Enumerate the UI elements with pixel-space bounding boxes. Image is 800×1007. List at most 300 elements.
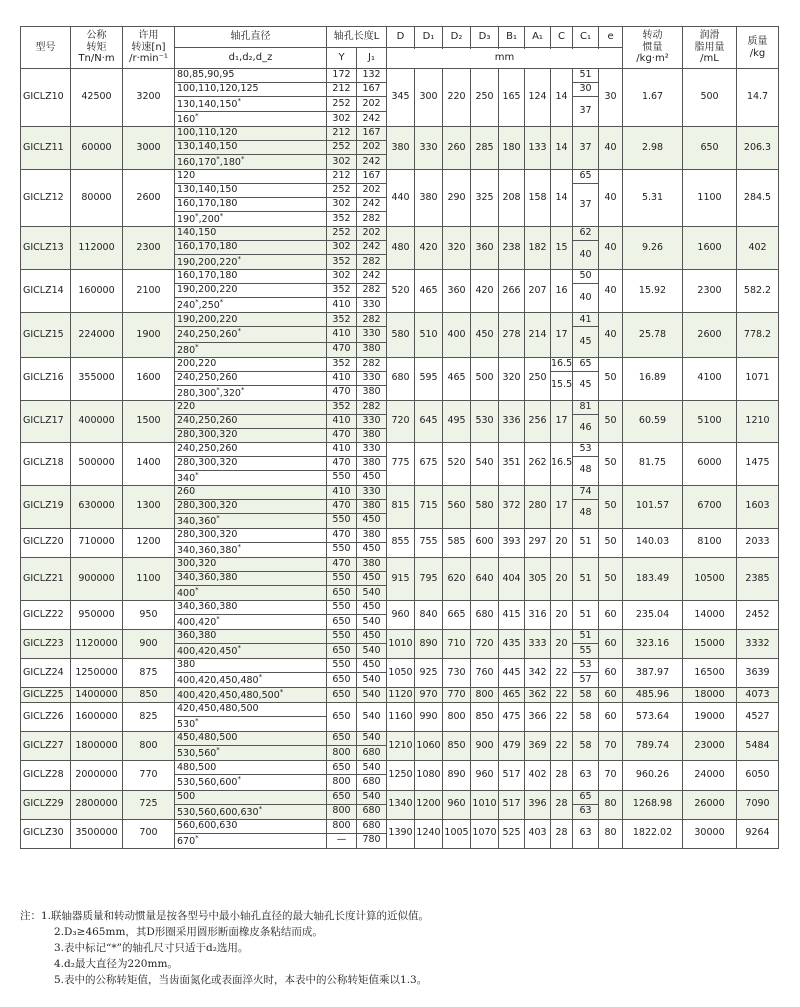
dim-d-cell: 1050 [387, 659, 415, 688]
dim-b1-cell: 320 [499, 357, 525, 400]
dim-e-cell: 40 [599, 227, 623, 270]
bore-diameter-cell: 560,600,630 [175, 819, 327, 833]
th-D3: D₃ [471, 27, 499, 48]
th-C1: C₁ [573, 27, 599, 48]
dim-d3-cell: 250 [471, 69, 499, 127]
dim-e-cell: 50 [599, 557, 623, 600]
grease-cell: 19000 [683, 703, 737, 732]
table-row [21, 557, 779, 571]
th-j1: J₁ [357, 48, 387, 69]
dim-e-cell: 60 [599, 630, 623, 659]
dim-d3-cell: 325 [471, 170, 499, 227]
inertia-cell: 101.57 [623, 485, 683, 528]
bore-length-y-cell: 650 [327, 615, 357, 630]
dim-d2-cell: 520 [443, 442, 471, 485]
inertia-cell: 485.96 [623, 688, 683, 703]
dim-a1-cell: 366 [525, 703, 551, 732]
model-cell: GICLZ19 [21, 485, 71, 528]
grease-cell: 15000 [683, 630, 737, 659]
bore-length-j1-cell: 380 [357, 528, 387, 542]
dim-d3-cell: 900 [471, 732, 499, 761]
dim-d3-cell: 600 [471, 528, 499, 557]
mass-cell: 402 [737, 227, 779, 270]
dim-e-cell: 70 [599, 761, 623, 790]
dim-d1-cell: 380 [415, 170, 443, 227]
bore-length-y-cell: 302 [327, 112, 357, 127]
dim-d2-cell: 465 [443, 357, 471, 400]
dim-d1-cell: 840 [415, 601, 443, 630]
dim-d-cell: 1120 [387, 688, 415, 703]
bore-diameter-cell: 80,85,90,95 [175, 69, 327, 83]
dim-c-cell: 22 [551, 688, 573, 703]
model-cell: GICLZ17 [21, 400, 71, 442]
dim-a1-cell: 158 [525, 170, 551, 227]
bore-length-y-cell: 410 [327, 414, 357, 428]
dim-c1-cell: 45 [573, 327, 599, 357]
dim-d3-cell: 1070 [471, 819, 499, 848]
model-cell: GICLZ16 [21, 357, 71, 400]
bore-diameter-cell: 160,170,180 [175, 270, 327, 284]
th-A1: A₁ [525, 27, 551, 48]
mass-cell: 7090 [737, 790, 779, 819]
dim-c1-cell: 37 [573, 127, 599, 170]
bore-length-j1-cell: 540 [357, 790, 387, 804]
dim-d2-cell: 730 [443, 659, 471, 688]
bore-length-j1-cell: 242 [357, 198, 387, 212]
bore-length-y-cell: 352 [327, 313, 357, 327]
grease-cell: 16500 [683, 659, 737, 688]
table-row [21, 270, 779, 284]
dim-d3-cell: 760 [471, 659, 499, 688]
inertia-cell: 60.59 [623, 400, 683, 442]
grease-cell: 14000 [683, 601, 737, 630]
grease-cell: 8100 [683, 528, 737, 557]
dim-b1-cell: 372 [499, 485, 525, 528]
bore-diameter-cell: 670* [175, 833, 327, 848]
dim-d2-cell: 220 [443, 69, 471, 127]
dim-e-cell: 60 [599, 703, 623, 732]
bore-diameter-cell: 240,250,260 [175, 371, 327, 385]
dim-a1-cell: 182 [525, 227, 551, 270]
bore-diameter-cell: 220 [175, 400, 327, 414]
dim-c1-cell: 40 [573, 284, 599, 313]
dim-c-cell: 16.5 [551, 442, 573, 485]
bore-length-y-cell: 650 [327, 790, 357, 804]
th-C: C [551, 27, 573, 48]
grease-cell: 650 [683, 127, 737, 170]
bore-diameter-cell: 400,420* [175, 615, 327, 630]
dim-b1-cell: 525 [499, 819, 525, 848]
bore-diameter-cell: 400,420,450,480* [175, 673, 327, 688]
dim-a1-cell: 342 [525, 659, 551, 688]
dim-b1-cell: 517 [499, 761, 525, 790]
dim-d-cell: 1210 [387, 732, 415, 761]
speed-cell: 770 [123, 761, 175, 790]
dim-b1-cell: 415 [499, 601, 525, 630]
spec-table [20, 26, 779, 849]
speed-cell: 2100 [123, 270, 175, 313]
table-row [21, 313, 779, 327]
bore-length-j1-cell: 380 [357, 342, 387, 357]
bore-diameter-cell: 530,560,600* [175, 775, 327, 790]
table-row [21, 400, 779, 414]
table-row [21, 732, 779, 746]
dim-d3-cell: 720 [471, 630, 499, 659]
bore-diameter-cell: 420,450,480,500 [175, 703, 327, 717]
torque-cell: 60000 [71, 127, 123, 170]
dim-d2-cell: 800 [443, 703, 471, 732]
mass-cell: 6050 [737, 761, 779, 790]
dim-c-cell: 14 [551, 170, 573, 227]
bore-length-y-cell: 550 [327, 630, 357, 644]
bore-length-y-cell: 650 [327, 688, 357, 703]
speed-cell: 3000 [123, 127, 175, 170]
torque-cell: 1400000 [71, 688, 123, 703]
dim-c1-cell: 53 [573, 659, 599, 673]
speed-cell: 1400 [123, 442, 175, 485]
inertia-cell: 387.97 [623, 659, 683, 688]
dim-c1-cell: 48 [573, 499, 599, 528]
model-cell: GICLZ10 [21, 69, 71, 127]
dim-a1-cell: 256 [525, 400, 551, 442]
dim-b1-cell: 238 [499, 227, 525, 270]
bore-diameter-cell: 530* [175, 717, 327, 732]
dim-d2-cell: 620 [443, 557, 471, 600]
dim-d3-cell: 540 [471, 442, 499, 485]
bore-length-j1-cell: 242 [357, 112, 387, 127]
bore-length-y-cell: 550 [327, 470, 357, 485]
bore-length-j1-cell: 380 [357, 499, 387, 513]
model-cell: GICLZ18 [21, 442, 71, 485]
speed-cell: 825 [123, 703, 175, 732]
dim-b1-cell: 165 [499, 69, 525, 127]
dim-c-cell: 28 [551, 761, 573, 790]
model-cell: GICLZ27 [21, 732, 71, 761]
bore-length-j1-cell: 282 [357, 313, 387, 327]
bore-diameter-cell: 260 [175, 485, 327, 499]
dim-c-cell: 20 [551, 557, 573, 600]
bore-diameter-cell: 190,200,220 [175, 284, 327, 298]
mass-cell: 206.3 [737, 127, 779, 170]
dim-d1-cell: 510 [415, 313, 443, 357]
dim-d3-cell: 580 [471, 485, 499, 528]
dim-c1-cell: 37 [573, 184, 599, 227]
bore-diameter-cell: 120 [175, 170, 327, 184]
bore-length-j1-cell: 450 [357, 571, 387, 585]
dim-d-cell: 960 [387, 601, 415, 630]
dim-d2-cell: 290 [443, 170, 471, 227]
bore-length-y-cell: 172 [327, 69, 357, 83]
table-row [21, 442, 779, 456]
table-row [21, 485, 779, 499]
th-bore-diameter-sub: d₁,d₂,d_z [175, 48, 327, 69]
dim-d2-cell: 890 [443, 761, 471, 790]
table-row [21, 630, 779, 644]
th-model: 型号 [21, 27, 71, 69]
bore-length-y-cell: 410 [327, 298, 357, 313]
bore-diameter-cell: 400* [175, 585, 327, 600]
bore-length-y-cell: 550 [327, 659, 357, 673]
bore-length-j1-cell: 282 [357, 357, 387, 371]
dim-a1-cell: 124 [525, 69, 551, 127]
grease-cell: 6700 [683, 485, 737, 528]
bore-length-j1-cell: 202 [357, 227, 387, 241]
speed-cell: 850 [123, 688, 175, 703]
note-line: 5.表中的公称转矩值，当齿面氮化或表面淬火时，本表中的公称转矩值乘以1.3。 [54, 974, 428, 986]
grease-cell: 23000 [683, 732, 737, 761]
dim-d2-cell: 770 [443, 688, 471, 703]
dim-a1-cell: 396 [525, 790, 551, 819]
bore-length-j1-cell: 282 [357, 284, 387, 298]
bore-diameter-cell: 130,140,150 [175, 184, 327, 198]
dim-b1-cell: 435 [499, 630, 525, 659]
bore-length-j1-cell: 540 [357, 761, 387, 775]
mass-cell: 2033 [737, 528, 779, 557]
bore-length-j1-cell: 450 [357, 513, 387, 528]
notes [20, 908, 780, 988]
bore-length-y-cell: 410 [327, 327, 357, 342]
speed-cell: 1500 [123, 400, 175, 442]
bore-diameter-cell: 530,560,600,630* [175, 804, 327, 819]
inertia-cell: 960.26 [623, 761, 683, 790]
table-row [21, 357, 779, 371]
dim-d2-cell: 1005 [443, 819, 471, 848]
dim-c1-cell: 53 [573, 442, 599, 456]
dim-c1-cell: 74 [573, 485, 599, 499]
inertia-cell: 81.75 [623, 442, 683, 485]
bore-length-y-cell: 650 [327, 644, 357, 659]
dim-b1-cell: 479 [499, 732, 525, 761]
mass-cell: 778.2 [737, 313, 779, 357]
dim-e-cell: 50 [599, 528, 623, 557]
mass-cell: 2385 [737, 557, 779, 600]
bore-length-y-cell: 800 [327, 804, 357, 819]
speed-cell: 900 [123, 630, 175, 659]
dim-d1-cell: 1060 [415, 732, 443, 761]
dim-c1-cell: 57 [573, 673, 599, 688]
note-line: 4.d₂最大直径为220mm。 [54, 958, 178, 970]
bore-length-j1-cell: 380 [357, 557, 387, 571]
dim-b1-cell: 208 [499, 170, 525, 227]
bore-diameter-cell: 160,170,180 [175, 241, 327, 255]
torque-cell: 42500 [71, 69, 123, 127]
table-row [21, 761, 779, 775]
bore-length-y-cell: 212 [327, 83, 357, 97]
bore-length-y-cell: 252 [327, 97, 357, 112]
inertia-cell: 16.89 [623, 357, 683, 400]
dim-c1-cell: 48 [573, 456, 599, 485]
th-y: Y [327, 48, 357, 69]
spec-table-wrap [20, 26, 778, 849]
bore-length-j1-cell: 330 [357, 442, 387, 456]
inertia-cell: 183.49 [623, 557, 683, 600]
dim-c1-cell: 51 [573, 630, 599, 644]
model-cell: GICLZ15 [21, 313, 71, 357]
mass-cell: 3639 [737, 659, 779, 688]
inertia-cell: 9.26 [623, 227, 683, 270]
dim-b1-cell: 266 [499, 270, 525, 313]
dim-d1-cell: 420 [415, 227, 443, 270]
model-cell: GICLZ20 [21, 528, 71, 557]
bore-diameter-cell: 280* [175, 342, 327, 357]
table-row [21, 227, 779, 241]
dim-d-cell: 720 [387, 400, 415, 442]
bore-length-y-cell: 352 [327, 357, 357, 371]
bore-length-y-cell: 470 [327, 557, 357, 571]
bore-diameter-cell: 240,250,260 [175, 442, 327, 456]
bore-length-y-cell: 252 [327, 141, 357, 155]
bore-length-j1-cell: 680 [357, 804, 387, 819]
dim-c1-cell: 65 [573, 357, 599, 371]
dim-c-cell: 20 [551, 528, 573, 557]
bore-length-y-cell: 212 [327, 127, 357, 141]
dim-d3-cell: 450 [471, 313, 499, 357]
inertia-cell: 140.03 [623, 528, 683, 557]
dim-c1-cell: 63 [573, 761, 599, 790]
bore-length-j1-cell: 330 [357, 327, 387, 342]
bore-length-j1-cell: 282 [357, 255, 387, 270]
grease-cell: 18000 [683, 688, 737, 703]
torque-cell: 900000 [71, 557, 123, 600]
dim-d2-cell: 960 [443, 790, 471, 819]
inertia-cell: 573.64 [623, 703, 683, 732]
table-row [21, 528, 779, 542]
bore-length-y-cell: 352 [327, 255, 357, 270]
dim-d1-cell: 595 [415, 357, 443, 400]
model-cell: GICLZ28 [21, 761, 71, 790]
dim-d-cell: 380 [387, 127, 415, 170]
speed-cell: 1100 [123, 557, 175, 600]
bore-diameter-cell: 240,250,260* [175, 327, 327, 342]
dim-e-cell: 80 [599, 819, 623, 848]
bore-diameter-cell: 100,110,120,125 [175, 83, 327, 97]
dim-c1-cell: 58 [573, 703, 599, 732]
table-row [21, 601, 779, 615]
grease-cell: 24000 [683, 761, 737, 790]
dim-d3-cell: 800 [471, 688, 499, 703]
bore-diameter-cell: 190,200,220 [175, 313, 327, 327]
bore-diameter-cell: 400,420,450,480,500* [175, 688, 327, 703]
dim-d-cell: 1390 [387, 819, 415, 848]
mass-cell: 2452 [737, 601, 779, 630]
bore-length-j1-cell: 540 [357, 732, 387, 746]
note-line: 2.D₃≥465mm，其D形圈采用圆形断面橡皮条粘结而成。 [54, 926, 323, 938]
dim-d1-cell: 990 [415, 703, 443, 732]
mass-cell: 4527 [737, 703, 779, 732]
dim-a1-cell: 207 [525, 270, 551, 313]
mass-cell: 1210 [737, 400, 779, 442]
dim-e-cell: 70 [599, 732, 623, 761]
th-bore-diameter: 轴孔直径 [175, 27, 327, 48]
bore-length-y-cell: 650 [327, 673, 357, 688]
torque-cell: 500000 [71, 442, 123, 485]
dim-e-cell: 40 [599, 127, 623, 170]
bore-length-y-cell: 410 [327, 485, 357, 499]
grease-cell: 30000 [683, 819, 737, 848]
dim-d1-cell: 330 [415, 127, 443, 170]
bore-diameter-cell: 500 [175, 790, 327, 804]
speed-cell: 1200 [123, 528, 175, 557]
dim-e-cell: 50 [599, 485, 623, 528]
dim-d3-cell: 850 [471, 703, 499, 732]
dim-d-cell: 440 [387, 170, 415, 227]
dim-d-cell: 520 [387, 270, 415, 313]
bore-length-j1-cell: 242 [357, 241, 387, 255]
dim-d1-cell: 465 [415, 270, 443, 313]
bore-length-j1-cell: 380 [357, 456, 387, 470]
torque-cell: 224000 [71, 313, 123, 357]
bore-length-y-cell: 302 [327, 241, 357, 255]
dim-d1-cell: 1200 [415, 790, 443, 819]
speed-cell: 1900 [123, 313, 175, 357]
dim-d1-cell: 1240 [415, 819, 443, 848]
dim-a1-cell: 280 [525, 485, 551, 528]
bore-length-y-cell: — [327, 833, 357, 848]
dim-d1-cell: 1080 [415, 761, 443, 790]
th-bore-length: 轴孔长度L [327, 27, 387, 48]
th-B1: B₁ [499, 27, 525, 48]
torque-cell: 1800000 [71, 732, 123, 761]
dim-b1-cell: 475 [499, 703, 525, 732]
dim-d-cell: 680 [387, 357, 415, 400]
dim-a1-cell: 316 [525, 601, 551, 630]
model-cell: GICLZ29 [21, 790, 71, 819]
speed-cell: 2600 [123, 170, 175, 227]
grease-cell: 2300 [683, 270, 737, 313]
bore-diameter-cell: 190*,200* [175, 212, 327, 227]
bore-length-j1-cell: 282 [357, 212, 387, 227]
dim-c-cell: 22 [551, 732, 573, 761]
inertia-cell: 15.92 [623, 270, 683, 313]
dim-c-cell: 14 [551, 69, 573, 127]
bore-length-j1-cell: 202 [357, 184, 387, 198]
dim-e-cell: 50 [599, 400, 623, 442]
bore-length-y-cell: 650 [327, 585, 357, 600]
speed-cell: 725 [123, 790, 175, 819]
dim-a1-cell: 403 [525, 819, 551, 848]
dim-b1-cell: 278 [499, 313, 525, 357]
bore-length-y-cell: 650 [327, 703, 357, 732]
dim-e-cell: 60 [599, 659, 623, 688]
bore-length-y-cell: 352 [327, 212, 357, 227]
dim-c-cell: 16.5 [551, 357, 573, 371]
bore-length-j1-cell: 132 [357, 69, 387, 83]
bore-diameter-cell: 160,170*,180* [175, 155, 327, 170]
dim-e-cell: 40 [599, 313, 623, 357]
dim-d-cell: 1340 [387, 790, 415, 819]
dim-b1-cell: 465 [499, 688, 525, 703]
torque-cell: 1250000 [71, 659, 123, 688]
model-cell: GICLZ11 [21, 127, 71, 170]
grease-cell: 10500 [683, 557, 737, 600]
dim-c-cell: 22 [551, 703, 573, 732]
dim-d1-cell: 715 [415, 485, 443, 528]
dim-e-cell: 50 [599, 442, 623, 485]
dim-c-cell: 15.5 [551, 371, 573, 400]
table-row [21, 819, 779, 833]
bore-length-j1-cell: 167 [357, 127, 387, 141]
mass-cell: 4073 [737, 688, 779, 703]
bore-length-j1-cell: 540 [357, 688, 387, 703]
dim-c1-cell: 65 [573, 170, 599, 184]
speed-cell: 2300 [123, 227, 175, 270]
th-e: e [599, 27, 623, 48]
dim-a1-cell: 133 [525, 127, 551, 170]
dim-c-cell: 15 [551, 227, 573, 270]
bore-length-y-cell: 650 [327, 732, 357, 746]
dim-b1-cell: 517 [499, 790, 525, 819]
bore-length-j1-cell: 450 [357, 470, 387, 485]
